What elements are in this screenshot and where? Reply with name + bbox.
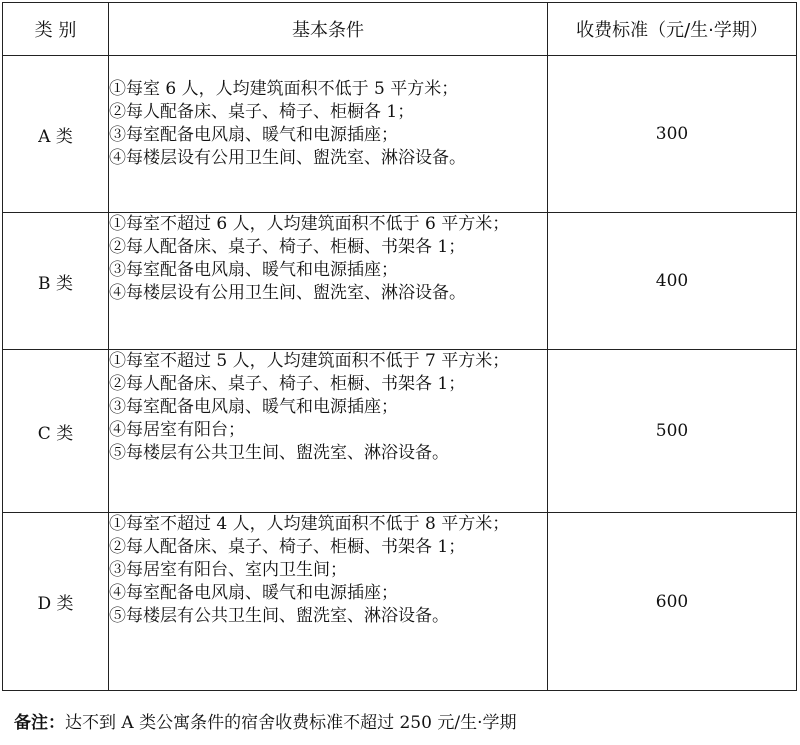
footnote-label: 备注： [14, 713, 65, 733]
row-category: D 类 [3, 513, 109, 691]
condition-line: ②每人配备床、桌子、椅子、柜橱各 1； [109, 102, 415, 122]
table-row [3, 56, 797, 213]
condition-line: ⑤每楼层有公共卫生间、盥洗室、淋浴设备。 [109, 443, 449, 463]
condition-line: ③每室配备电风扇、暖气和电源插座； [109, 260, 398, 280]
condition-line: ③每室配备电风扇、暖气和电源插座； [109, 397, 398, 417]
condition-line: ③每室配备电风扇、暖气和电源插座； [109, 125, 398, 145]
condition-line: ②每人配备床、桌子、椅子、柜橱、书架各 1； [109, 237, 466, 257]
row-category: C 类 [3, 350, 109, 513]
row-fee: 500 [548, 350, 797, 513]
row-conditions [109, 213, 548, 350]
row-conditions [109, 350, 548, 513]
condition-line: ④每居室有阳台； [109, 420, 245, 440]
condition-line: ①每室 6 人，人均建筑面积不低于 5 平方米； [109, 79, 459, 99]
condition-line: ④每室配备电风扇、暖气和电源插座； [109, 583, 398, 603]
row-conditions [109, 56, 548, 213]
condition-line: ④每楼层设有公用卫生间、盥洗室、淋浴设备。 [109, 148, 466, 168]
condition-line: ⑤每楼层有公共卫生间、盥洗室、淋浴设备。 [109, 606, 449, 626]
row-fee: 300 [548, 56, 797, 213]
row-category: B 类 [3, 213, 109, 350]
condition-line: ④每楼层设有公用卫生间、盥洗室、淋浴设备。 [109, 283, 466, 303]
row-category: A 类 [3, 56, 109, 213]
condition-line: ③每居室有阳台、室内卫生间； [109, 560, 347, 580]
table-row [3, 513, 797, 691]
row-fee: 400 [548, 213, 797, 350]
table-row [3, 213, 797, 350]
row-fee: 600 [548, 513, 797, 691]
dormitory-fee-table [2, 2, 797, 691]
header-conditions: 基本条件 [109, 3, 548, 56]
condition-line: ②每人配备床、桌子、椅子、柜橱、书架各 1； [109, 537, 466, 557]
condition-line: ①每室不超过 5 人，人均建筑面积不低于 7 平方米； [109, 351, 510, 371]
table-row [3, 350, 797, 513]
header-category: 类 别 [3, 3, 109, 56]
condition-line: ①每室不超过 6 人，人均建筑面积不低于 6 平方米； [109, 214, 510, 234]
condition-line: ①每室不超过 4 人，人均建筑面积不低于 8 平方米； [109, 514, 510, 534]
header-fee: 收费标准（元/生·学期） [548, 3, 797, 56]
footnote-text: 达不到 A 类公寓条件的宿舍收费标准不超过 250 元/生·学期 [65, 713, 517, 733]
row-conditions [109, 513, 548, 691]
footnote [14, 708, 516, 733]
condition-line: ②每人配备床、桌子、椅子、柜橱、书架各 1； [109, 374, 466, 394]
table-header-row [3, 3, 797, 56]
